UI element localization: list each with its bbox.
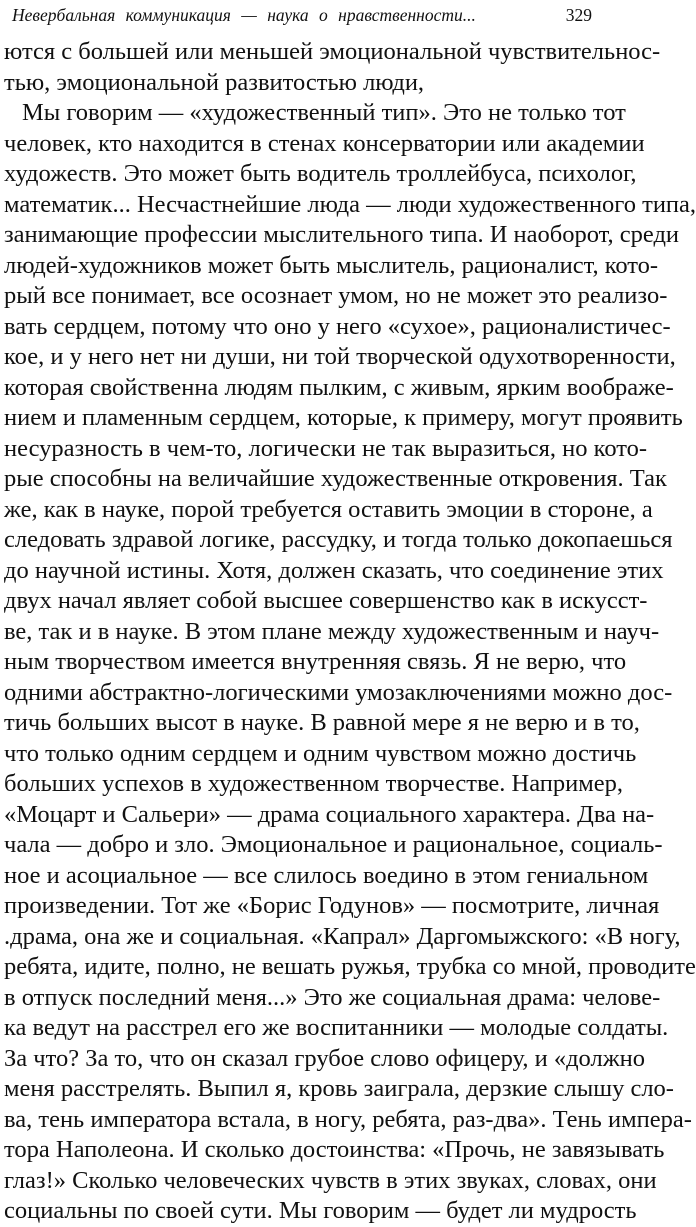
text-line: тью, эмоциональной развитостью люди, [4,68,425,96]
text-line: математик... Несчастнейшие люда — люди художественного типа, [4,190,696,218]
text-line: в отпуск последний меня...» Это же социальная драма: челове- [4,983,661,1011]
text-line: которая свойственна людям пылким, с живым, ярким воображе- [4,373,674,401]
text-line: произведении. Тот же «Борис Годунов» — посмотрите, личная [4,892,660,919]
text-line: рый все понимает, все осознает умом, но не может это реализо- [4,282,668,309]
text-line: тичь больших высот в науке. В равной мере я не верю и в то, [4,709,640,736]
text-line: кое, и у него нет ни души, ни той творческой одухотворенности, [4,343,676,370]
text-line: глаз!» Сколько человеческих чувств в этих звуках, словах, они [4,1166,657,1194]
text-line: меня расстрелять. Выпил я, кровь заиграла, дерзкие слышу сло- [4,1075,674,1102]
text-line: .драма, она же и социальная. «Капрал» Даргомыжского: «В ногу, [4,922,681,950]
paragraph-first-line: Мы говорим — «художественный тип». Это не только тот [22,99,626,126]
text-line: ва, тень императора встала, в ногу, ребята, раз-два». Тень импера- [4,1105,692,1133]
text-line: ве, так и в науке. В этом плане между художественным и науч- [4,617,660,645]
text-line: больших успехов в художественном творчестве. Например, [4,770,624,797]
running-title: Невербальная коммуникация — наука о нравственности... [12,5,476,25]
text-line: до научной истины. Хотя, должен сказать, что соединение этих [4,556,664,584]
page-number: 329 [565,5,592,25]
text-line: художеств. Это может быть водитель троллейбуса, психолог, [4,160,637,187]
text-line: занимающие профессии мыслительного типа. И наоборот, среди [4,221,680,248]
text-line: же, как в науке, порой требуется оставить эмоции в стороне, а [4,495,653,523]
text-line: За что? За то, что он сказал грубое слово офицеру, и «должно [4,1044,645,1072]
text-line: ребята, идите, полно, не вешать ружья, трубка со мной, проводите [4,953,696,980]
text-line: нием и пламенным сердцем, которые, к примеру, могут проявить [4,404,683,431]
text-line: социальны по своей сути. Мы говорим — будет ли мудрость [4,1197,637,1224]
body-text [4,37,696,1227]
text-line: вать сердцем, потому что оно у него «сухое», рационалистичес- [4,312,671,340]
text-line: человек, кто находится в стенах консерватории или академии [4,129,645,157]
text-line: одними абстрактно-логическими умозаключениями можно дос- [4,678,673,706]
text-line: двух начал являет собой высшее совершенство как в искусст- [4,587,648,614]
text-line: ное и асоциальное — все слилось воедино в этом гениальном [4,861,649,889]
text-line: рые способны на величайшие художественные откровения. Так [4,465,667,492]
text-line: «Моцарт и Сальери» — драма социального характера. Два на- [4,800,655,828]
text-line: людей-художников может быть мыслитель, рационалист, кото- [4,251,659,279]
text-line: ным творчеством имеется внутренняя связь. Я не верю, что [4,648,627,675]
text-line: несуразность в чем-то, логически не так выразиться, но кото- [4,434,648,462]
running-header [6,2,614,28]
text-line: чала — добро и зло. Эмоциональное и рациональное, социаль- [4,831,663,858]
text-line: тора Наполеона. И сколько достоинства: «Прочь, не завязывать [4,1136,665,1163]
text-line: что только одним сердцем и одним чувством можно достичь [4,739,637,767]
text-line: следовать здравой логике, рассудку, и тогда только докопаешься [4,526,673,553]
text-line: ка ведут на расстрел его же воспитанники — молодые солдаты. [4,1014,669,1041]
text-line: ются с большей или меньшей эмоциональной чувствительнос- [4,38,661,65]
